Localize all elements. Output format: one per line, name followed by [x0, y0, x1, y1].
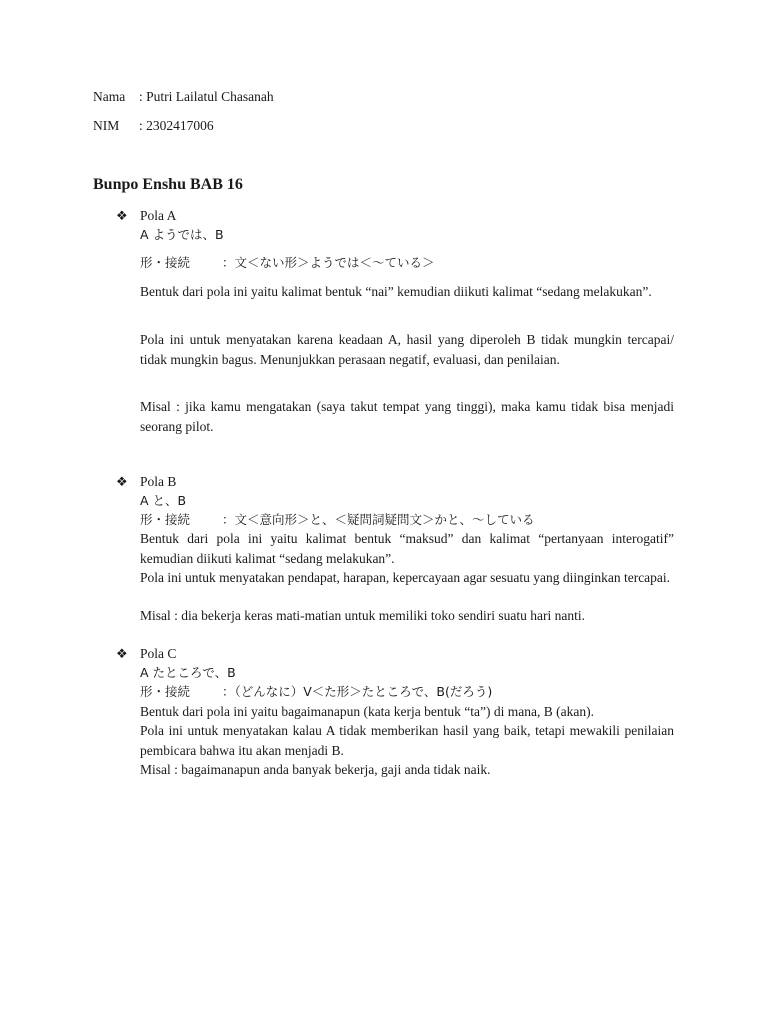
pola-c-form-value: ：（どんなに）V＜た形＞たところで、B(だろう)	[222, 684, 493, 699]
bullet-diamond-icon: ❖	[116, 208, 128, 223]
pola-a-pattern: A ようでは、B	[140, 227, 224, 242]
pola-b-form-value: ：文＜意向形＞と、＜疑問詞疑問文＞かと、～している	[222, 512, 535, 527]
pola-c-paragraph-3: Misal : bagaimanapun anda banyak bekerja, gaji anda tidak naik.	[140, 762, 491, 777]
page-title: Bunpo Enshu BAB 16	[93, 176, 243, 193]
pola-c-form-label: 形・接続	[140, 684, 191, 699]
pola-c-paragraph-1: Bentuk dari pola ini yaitu bagaimanapun (kata kerja bentuk “ta”) di mana, B (akan).	[140, 704, 594, 719]
nim-value: : 2302417006	[139, 118, 214, 133]
pola-a-form-label: 形・接続	[140, 255, 191, 270]
name-value: : Putri Lailatul Chasanah	[139, 89, 274, 104]
pola-b-form-label: 形・接続	[140, 512, 191, 527]
bullet-diamond-icon: ❖	[116, 474, 128, 489]
pola-a-paragraph-3: Misal : jika kamu mengatakan (saya takut tempat yang tinggi), maka kamu tidak bisa menjadi seorang pilot.	[140, 399, 674, 434]
pola-b-paragraph-1: Bentuk dari pola ini yaitu kalimat bentuk “maksud” dan kalimat “pertanyaan interogatif” kemudian diikuti kalimat “sedang melakukan”.	[140, 531, 674, 566]
nim-label: NIM	[93, 118, 120, 133]
pola-a-form-value: ：文＜ない形＞ようでは＜～ている＞	[222, 255, 435, 270]
pola-c-heading: Pola C	[140, 646, 177, 661]
name-label: Nama	[93, 89, 126, 104]
pola-a-paragraph-2: Pola ini untuk menyatakan karena keadaan A, hasil yang diperoleh B tidak mungkin tercapai/ tidak mungkin bagus. Menunjukkan perasaan negatif, evaluasi, dan penilaian.	[140, 332, 674, 367]
pola-c-paragraph-2: Pola ini untuk menyatakan kalau A tidak memberikan hasil yang baik, tetapi mewakili penilaian pembicara bahwa itu akan menjadi B.	[140, 723, 674, 758]
pola-b-paragraph-3: Misal : dia bekerja keras mati-matian untuk memiliki toko sendiri suatu hari nanti.	[140, 608, 586, 623]
pola-b-heading: Pola B	[140, 474, 177, 489]
bullet-diamond-icon: ❖	[116, 646, 128, 661]
pola-b-paragraph-2: Pola ini untuk menyatakan pendapat, harapan, kepercayaan agar sesuatu yang diinginkan tercapai.	[140, 570, 671, 585]
pola-a-heading: Pola A	[140, 208, 177, 223]
pola-b-pattern: A と、B	[140, 493, 187, 508]
pola-a-paragraph-1: Bentuk dari pola ini yaitu kalimat bentuk “nai” kemudian diikuti kalimat “sedang melakukan”.	[140, 284, 652, 299]
pola-c-pattern: A たところで、B	[140, 665, 236, 680]
